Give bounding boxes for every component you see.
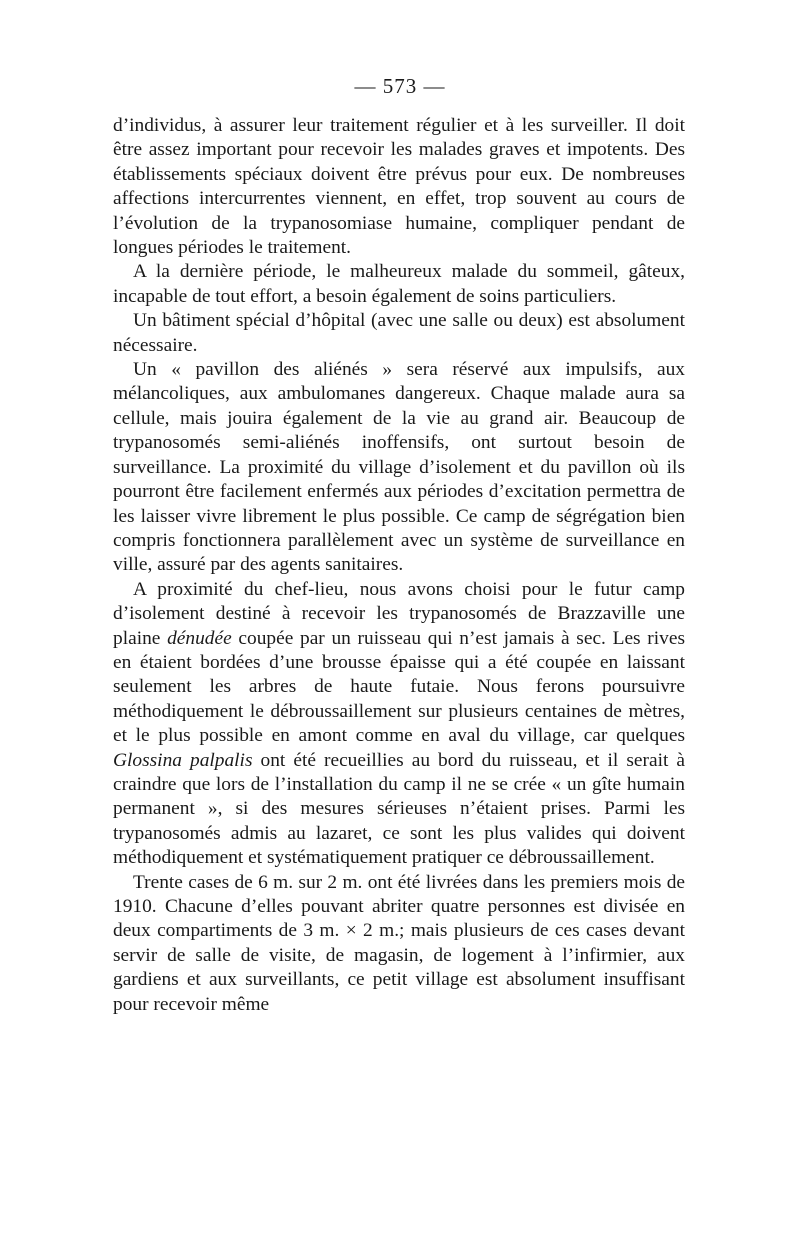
body-text <box>113 114 685 1017</box>
paragraph-2: A la dernière période, le malheureux malade du sommeil, gâteux, incapable de tout effort, a besoin également de soins particuliers. <box>113 261 685 307</box>
paragraph-6: Trente cases de 6 m. sur 2 m. ont été livrées dans les premiers mois de 1910. Chacune d’elles pouvant abriter quatre personnes est divisée en deux compartiments de 3 m. × 2 m.; mais plusieurs de ces cases devant servir de salle de visite, de magasin, de logement à l’infirmier, aux gardiens et aux surveillants, ce petit village est absolument insuffisant pour recevoir même <box>113 871 685 1015</box>
page-number: — 573 — <box>354 74 446 98</box>
paragraph-5-text-c: ont été recueillies au bord du ruisseau, et il serait à craindre que lors de l’installation du camp il ne se crée « un gîte humain permanent », si des mesures sérieuses n’étaient prises. Parmi les trypanosomés admis au lazaret, ce sont les plus valides qui doivent méthodiquement et systématiquement pratiquer ce débroussaillement. <box>113 749 686 869</box>
paragraph-5-text-a: A proximité du chef-lieu, nous avons choisi pour le futur camp d’isolement destiné à recevoir les trypanosomés de Brazzaville une plaine <box>113 578 685 649</box>
paragraph-1: d’individus, à assurer leur traitement régulier et à les surveiller. Il doit être assez important pour recevoir les malades graves et impotents. Des établissements spéciaux doivent être prévus pour eux. De nombreuses affections intercurrentes viennent, en effet, trop souvent au cours de l’évolution de la trypanosomiase humaine, compliquer pendant de longues périodes le traitement. <box>113 115 685 259</box>
paragraph-4: Un « pavillon des aliénés » sera réservé aux impulsifs, aux mélancoliques, aux ambulomanes dangereux. Chaque malade aura sa cellule, mais jouira également de la vie au grand air. Beaucoup de trypanosomés semi-aliénés inoffensifs, ont surtout besoin de surveillance. La proximité du village d’isolement et du pavillon où ils pourront être facilement enfermés aux périodes d’excitation permettra de les laisser vivre librement le plus possible. Ce camp de ségrégation bien compris fonctionnera parallèlement avec un système de surveillance en ville, assuré par des agents sanitaires. <box>113 359 685 576</box>
italic-term-denudee: dénudée <box>167 627 232 649</box>
paragraph-3: Un bâtiment spécial d’hôpital (avec une salle ou deux) est absolument nécessaire. <box>113 310 685 356</box>
paragraph-5 <box>113 578 685 871</box>
italic-term-glossina: Glossina palpalis <box>113 749 253 771</box>
paragraph-5-text-b: coupée par un ruisseau qui n’est jamais à sec. Les rives en étaient bordées d’une brousse épaisse qui a été coupée en laissant seulement les arbres de haute futaie. Nous ferons poursuivre méthodiquement le débroussaillement sur plusieurs centaines de mètres, et le plus possible en amont comme en aval du village, car quelques <box>113 627 685 747</box>
